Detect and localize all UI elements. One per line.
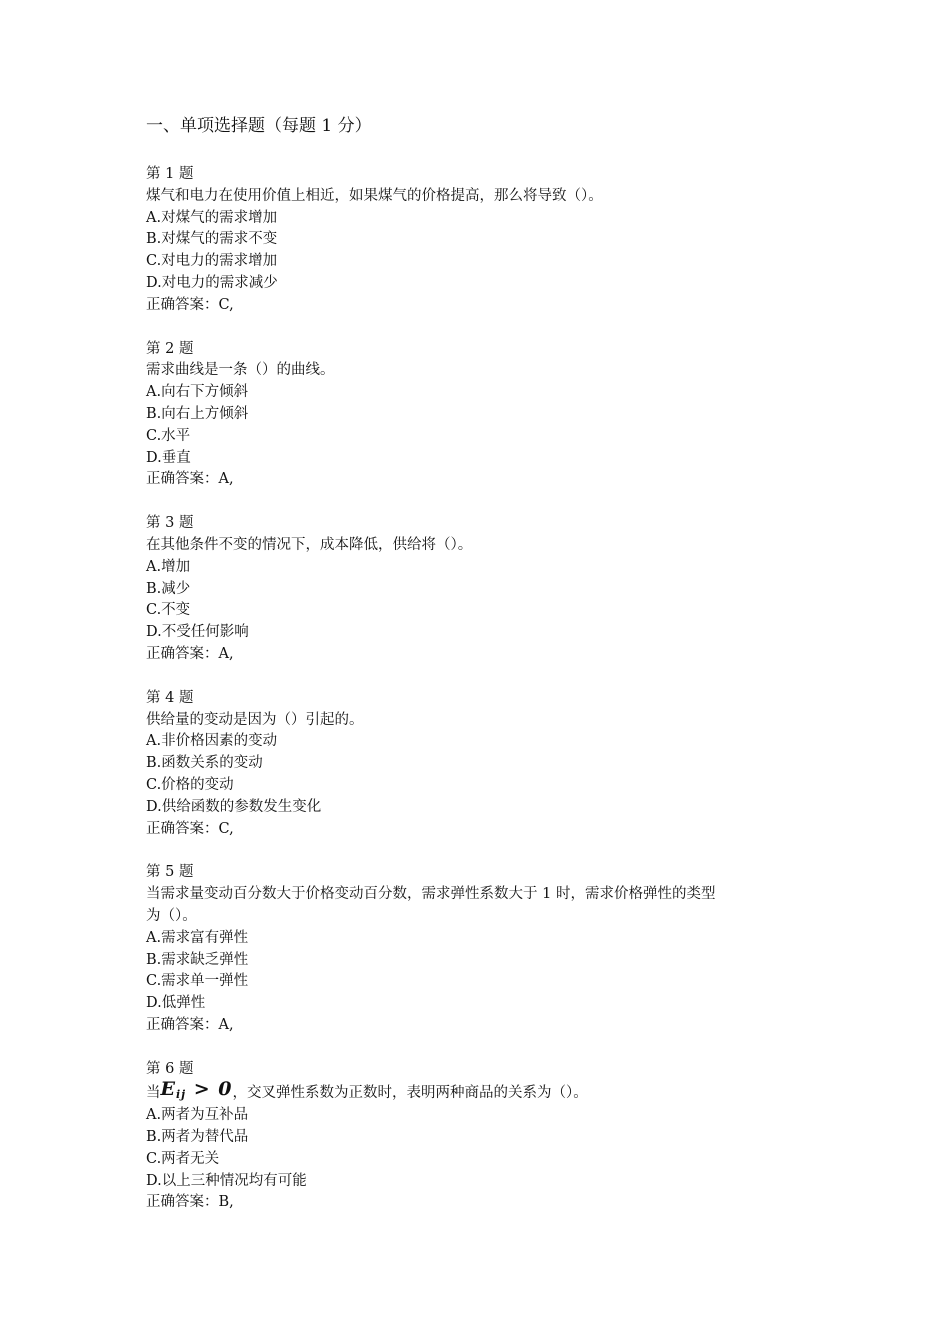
option-b: B.需求缺乏弹性	[146, 951, 249, 968]
option-c: C.价格的变动	[146, 776, 234, 793]
option-a: A.两者为互补品	[146, 1107, 249, 1124]
question-label: 第 1 题	[146, 166, 194, 182]
correct-answer: 正确答案：A,	[146, 645, 234, 662]
question-3	[146, 513, 806, 666]
question-stem: 供给量的变动是因为（）引起的。	[146, 711, 364, 728]
section-title: 一、单项选择题（每题 1 分）	[146, 116, 372, 136]
formula-subscript: ij	[175, 1088, 187, 1102]
option-c: C.不变	[146, 602, 191, 619]
option-d: D.供给函数的参数发生变化	[146, 798, 322, 815]
option-c: C.对电力的需求增加	[146, 253, 278, 270]
formula-rest: > 0	[186, 1078, 233, 1101]
question-6	[146, 1059, 806, 1215]
question-stem-line-2: 为（）。	[146, 907, 197, 924]
correct-answer: 正确答案：B,	[146, 1194, 234, 1211]
question-5	[146, 862, 806, 1036]
option-a: A.对煤气的需求增加	[146, 209, 278, 226]
formula-image	[161, 1080, 233, 1104]
option-b: B.对煤气的需求不变	[146, 231, 278, 248]
option-c: C.水平	[146, 427, 191, 444]
stem-suffix: ，交叉弹性系数为正数时，表明两种商品的关系为（）。	[232, 1085, 588, 1102]
option-a: A.向右下方倾斜	[146, 384, 249, 401]
option-a: A.增加	[146, 558, 191, 575]
question-4	[146, 688, 806, 841]
question-label: 第 4 题	[146, 689, 194, 706]
option-d: D.不受任何影响	[146, 624, 249, 641]
question-stem	[146, 1080, 806, 1105]
option-c: C.需求单一弹性	[146, 973, 249, 990]
correct-answer: 正确答案：A,	[146, 1016, 234, 1033]
option-a: A.需求富有弹性	[146, 929, 249, 946]
question-stem: 需求曲线是一条（）的曲线。	[146, 362, 335, 379]
question-label: 第 2 题	[146, 340, 194, 357]
correct-answer: 正确答案：C,	[146, 820, 234, 837]
option-a: A.非价格因素的变动	[146, 733, 278, 750]
stem-prefix: 当	[146, 1085, 161, 1102]
question-label: 第 3 题	[146, 515, 194, 532]
question-stem: 在其他条件不变的情况下，成本降低，供给将（）。	[146, 536, 473, 553]
option-d: D.垂直	[146, 449, 191, 466]
option-b: B.向右上方倾斜	[146, 405, 249, 422]
formula-main: E	[160, 1078, 176, 1101]
question-label: 第 5 题	[146, 864, 194, 881]
question-stem-line-1: 当需求量变动百分数大于价格变动百分数，需求弹性系数大于 1 时，需求价格弹性的类型	[146, 886, 716, 903]
document-page	[146, 112, 806, 1236]
option-c: C.两者无关	[146, 1150, 220, 1167]
question-1	[146, 164, 806, 317]
option-d: D.低弹性	[146, 995, 206, 1012]
question-stem: 煤气和电力在使用价值上相近，如果煤气的价格提高，那么将导致（）。	[146, 187, 603, 204]
option-d: D.对电力的需求减少	[146, 274, 278, 291]
option-d: D.以上三种情况均有可能	[146, 1172, 307, 1189]
correct-answer: 正确答案：C,	[146, 296, 234, 313]
question-2	[146, 339, 806, 492]
option-b: B.减少	[146, 580, 191, 597]
option-b: B.两者为替代品	[146, 1129, 249, 1146]
option-b: B.函数关系的变动	[146, 755, 263, 772]
question-label: 第 6 题	[146, 1060, 194, 1077]
correct-answer: 正确答案：A,	[146, 471, 234, 488]
